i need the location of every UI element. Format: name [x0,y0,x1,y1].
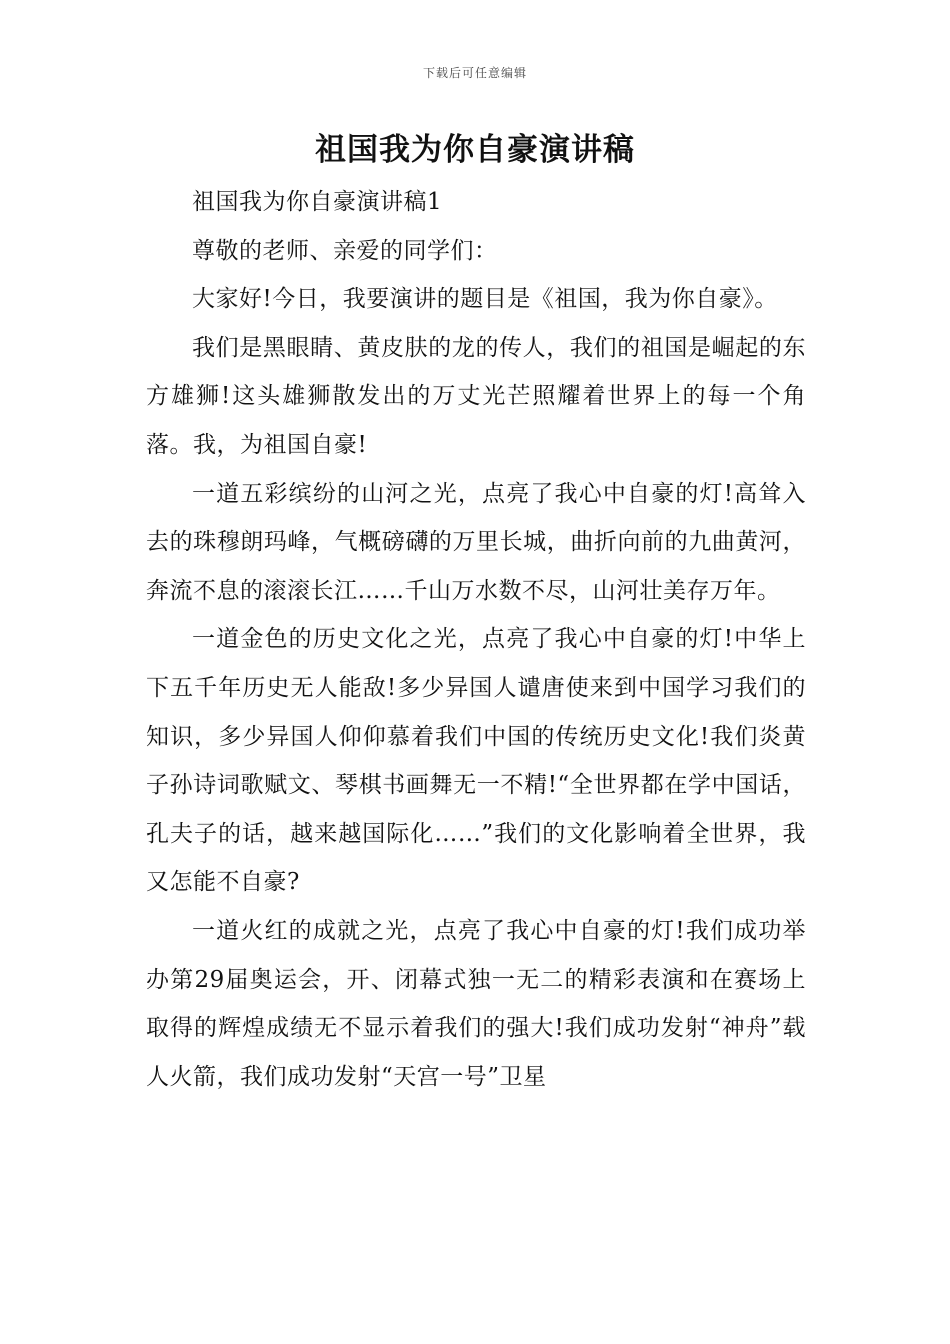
paragraph-identity: 我们是黑眼睛、黄皮肤的龙的传人，我们的祖国是崛起的东方雄狮!这头雄狮散发出的万丈光芒照耀着世界上的每一个角落。我，为祖国自豪! [146,334,806,458]
document-title: 祖国我为你自豪演讲稿 [315,132,635,168]
paragraph-greeting: 大家好!今日，我要演讲的题目是《祖国，我为你自豪》。 [192,286,778,313]
paragraph-salutation: 尊敬的老师、亲爱的同学们： [192,237,498,264]
paragraph-subtitle: 祖国我为你自豪演讲稿1 [192,189,443,215]
paragraph-landscape: 一道五彩缤纷的山河之光，点亮了我心中自豪的灯!高耸入去的珠穆朗玛峰，气概磅礴的万里长城，曲折向前的九曲黄河，奔流不息的滚滚长江……千山万水数不尽，山河壮美存万年。 [146,480,806,604]
paragraph-achievements: 一道火红的成就之光，点亮了我心中自豪的灯!我们成功举办第29届奥运会，开、闭幕式独一无二的精彩表演和在赛场上取得的辉煌成绩无不显示着我们的强大!我们成功发射“神舟”载人火箭，我们成功发射“天宫一号”卫星 [146,917,806,1090]
header-note: 下载后可任意编辑 [422,66,527,80]
paragraph-culture: 一道金色的历史文化之光，点亮了我心中自豪的灯!中华上下五千年历史无人能敌!多少异国人谴唐使来到中国学习我们的知识，多少异国人仰仰慕着我们中国的传统历史文化!我们炎黄子孙诗词歌赋文、琴棋书画舞无一不精!“全世界都在学中国话，孔夫子的话，越来越国际化……”我们的文化影响着全世界，我又怎能不自豪? [146,626,806,896]
document-body [146,178,806,1101]
